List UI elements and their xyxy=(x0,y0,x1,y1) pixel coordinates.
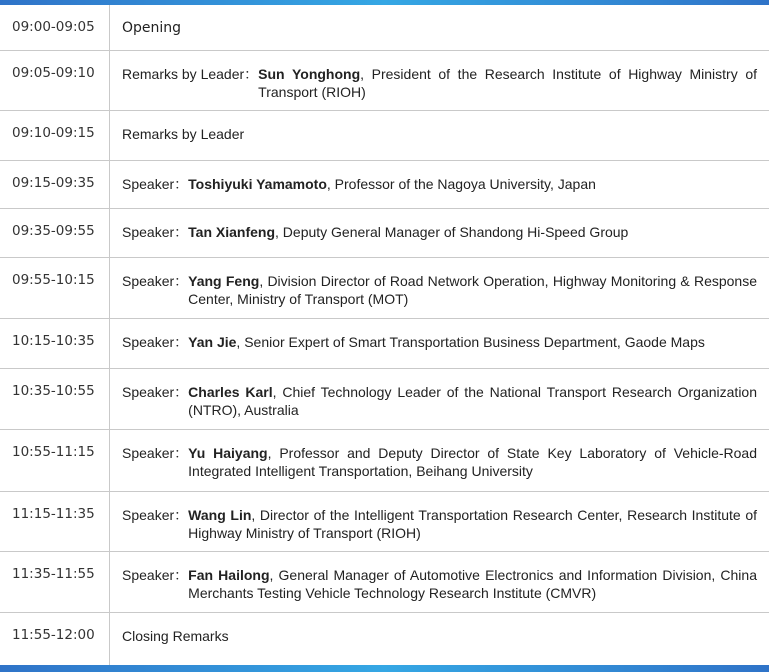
role-label: Remarks by Leader： xyxy=(122,66,259,82)
agenda-row xyxy=(0,258,769,319)
agenda-row xyxy=(0,492,769,552)
speaker-affiliation: , General Manager of Automotive Electronics and Information Division, China Merchants Testing Vehicle Technology Research Institute (CMVR) xyxy=(188,567,757,601)
time-slot: 09:55-10:15 xyxy=(0,258,110,318)
time-slot: 09:10-09:15 xyxy=(0,111,110,160)
speaker-affiliation: , Deputy General Manager of Shandong Hi-Speed Group xyxy=(275,224,629,240)
agenda-row xyxy=(0,111,769,161)
speaker-affiliation: , Division Director of Road Network Operation, Highway Monitoring & Response Center, Ministry of Transport (MOT) xyxy=(188,273,757,307)
speaker-name: Wang Lin xyxy=(188,507,252,523)
time-slot: 09:35-09:55 xyxy=(0,209,110,257)
agenda-row xyxy=(0,319,769,369)
role-label: Speaker： xyxy=(122,384,189,400)
session-description xyxy=(110,5,769,50)
session-description xyxy=(110,613,769,665)
time-slot: 09:05-09:10 xyxy=(0,51,110,110)
speaker-name: Toshiyuki Yamamoto xyxy=(188,176,327,192)
time-slot: 09:15-09:35 xyxy=(0,161,110,208)
role-label: Speaker： xyxy=(122,334,189,350)
role-label: Speaker： xyxy=(122,176,189,192)
role-label: Speaker： xyxy=(122,507,189,523)
session-description xyxy=(110,161,769,208)
speaker-name: Fan Hailong xyxy=(188,567,270,583)
speaker-affiliation: , President of the Research Institute of Highway Ministry of Transport (RIOH) xyxy=(258,66,757,100)
speaker-name: Sun Yonghong xyxy=(258,66,361,82)
agenda-row xyxy=(0,51,769,111)
time-slot: 09:00-09:05 xyxy=(0,5,110,50)
session-description xyxy=(110,319,769,368)
agenda-row xyxy=(0,552,769,613)
session-description xyxy=(110,430,769,491)
speaker-name: Charles Karl xyxy=(188,384,273,400)
time-slot: 10:55-11:15 xyxy=(0,430,110,491)
speaker-affiliation: , Director of the Intelligent Transportation Research Center, Research Institute of Highway Ministry of Transport (RIOH) xyxy=(188,507,757,541)
time-slot: 10:35-10:55 xyxy=(0,369,110,429)
agenda-table xyxy=(0,5,769,665)
speaker-name: Yang Feng xyxy=(188,273,260,289)
speaker-affiliation: , Professor and Deputy Director of State Key Laboratory of Vehicle-Road Integrated Intelligent Transportation, Beihang University xyxy=(188,445,758,479)
role-label: Speaker： xyxy=(122,273,189,289)
time-slot: 11:35-11:55 xyxy=(0,552,110,612)
role-label: Speaker： xyxy=(122,567,189,583)
time-slot: 11:55-12:00 xyxy=(0,613,110,665)
session-title: Closing Remarks xyxy=(122,628,229,644)
agenda-row xyxy=(0,5,769,51)
session-description xyxy=(110,209,769,257)
session-description xyxy=(110,258,769,318)
role-label: Speaker： xyxy=(122,445,189,461)
speaker-affiliation: , Chief Technology Leader of the National Transport Research Organization (NTRO), Australia xyxy=(188,384,757,418)
session-description xyxy=(110,492,769,551)
speaker-name: Yu Haiyang xyxy=(188,445,268,461)
bottom-accent-bar xyxy=(0,665,769,672)
speaker-name: Yan Jie xyxy=(188,334,237,350)
speaker-affiliation: , Professor of the Nagoya University, Japan xyxy=(326,176,596,192)
agenda-row xyxy=(0,613,769,665)
session-title: Remarks by Leader xyxy=(122,126,245,142)
session-description xyxy=(110,369,769,429)
agenda-row xyxy=(0,161,769,209)
agenda-row xyxy=(0,430,769,492)
role-label: Speaker： xyxy=(122,224,189,240)
time-slot: 10:15-10:35 xyxy=(0,319,110,368)
session-description xyxy=(110,552,769,612)
speaker-affiliation: , Senior Expert of Smart Transportation Business Department, Gaode Maps xyxy=(236,334,705,350)
agenda-row xyxy=(0,369,769,430)
agenda-row xyxy=(0,209,769,258)
session-title: Opening xyxy=(122,20,182,36)
session-description xyxy=(110,51,769,110)
time-slot: 11:15-11:35 xyxy=(0,492,110,551)
session-description xyxy=(110,111,769,160)
speaker-name: Tan Xianfeng xyxy=(188,224,276,240)
